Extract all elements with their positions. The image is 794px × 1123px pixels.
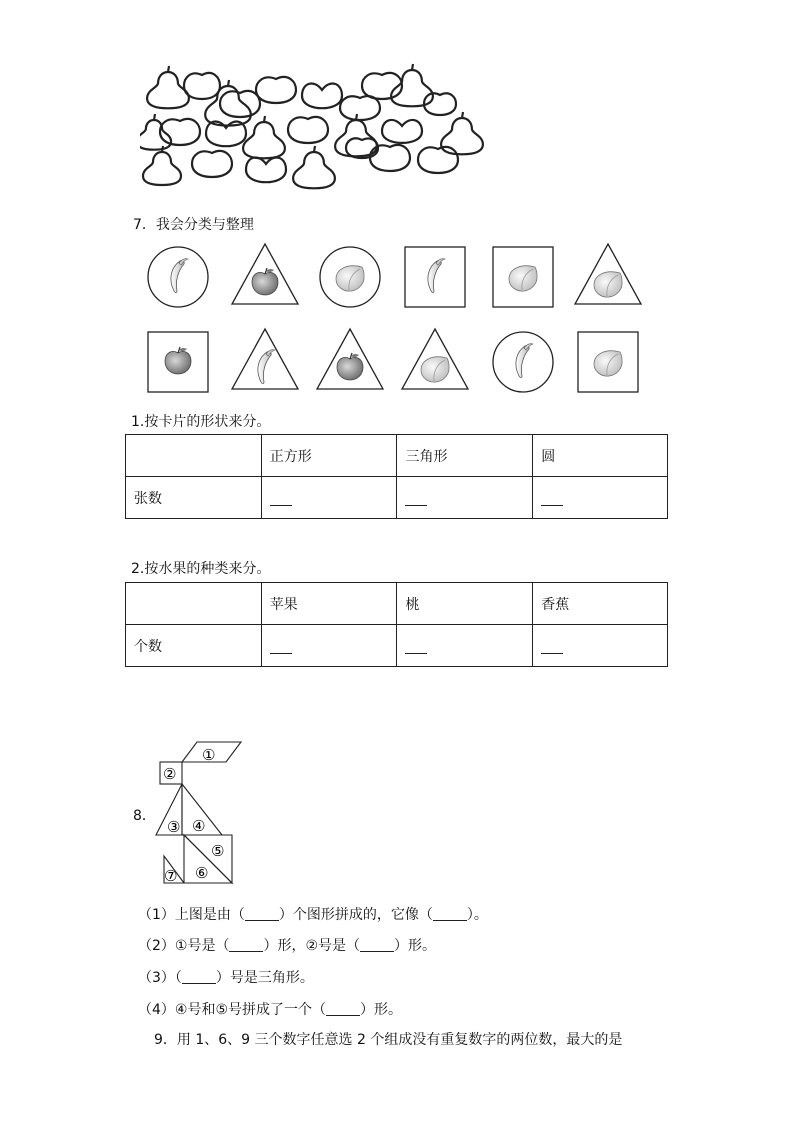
fruit-card	[493, 332, 553, 392]
pear-outline	[243, 122, 285, 158]
question-7-title: 7．我会分类与整理	[133, 217, 254, 233]
answer-blank-cell[interactable]	[261, 477, 397, 519]
piece-label-7: ⑦	[164, 867, 178, 885]
answer-blank[interactable]	[270, 641, 292, 654]
apple-outline	[192, 151, 232, 177]
fruit-card	[317, 329, 383, 389]
apple-outline	[220, 91, 260, 117]
fruit-card	[575, 244, 641, 304]
piece-label-4: ④	[192, 817, 206, 835]
q8-line-3: （3）（ ）号是三角形。	[138, 970, 314, 986]
tangram-rabbit-figure	[150, 738, 245, 888]
pear-stem	[264, 116, 265, 122]
pear-outline	[143, 152, 181, 185]
answer-blank[interactable]	[541, 493, 563, 506]
table-header-apple: 苹果	[261, 583, 397, 625]
table-cell	[126, 583, 262, 625]
table-row	[126, 477, 668, 519]
table-header-banana: 香蕉	[533, 583, 668, 625]
fruit-card	[320, 247, 380, 307]
answer-blank[interactable]	[270, 493, 292, 506]
piece-label-6: ⑥	[195, 864, 209, 882]
card-circle-frame	[148, 247, 208, 307]
answer-blank-cell[interactable]	[397, 625, 533, 667]
fruit-count-table	[125, 582, 668, 667]
pear-stem	[154, 114, 155, 120]
fruit-cards	[140, 240, 660, 405]
pear-outline	[293, 152, 335, 188]
fruit-card	[232, 244, 298, 304]
piece-label-2: ②	[163, 765, 177, 783]
piece-label-3: ③	[167, 818, 181, 836]
answer-blank[interactable]	[229, 939, 263, 952]
pear-stem	[168, 66, 169, 72]
fruit-card	[578, 332, 638, 392]
pear-stem	[162, 146, 163, 152]
apple-outline	[418, 147, 458, 173]
pear-stem	[228, 80, 229, 86]
table-header-square: 正方形	[261, 435, 397, 477]
piece-label-1: ①	[202, 746, 216, 764]
fruit-card	[148, 332, 208, 392]
pear-stem	[314, 146, 315, 152]
table-header-peach: 桃	[397, 583, 533, 625]
table-cell	[126, 435, 262, 477]
table-header-triangle: 三角形	[397, 435, 533, 477]
card-circle-frame	[493, 332, 553, 392]
answer-blank[interactable]	[326, 1003, 360, 1016]
fruit-card	[493, 247, 553, 307]
table-row	[126, 625, 668, 667]
apple-outline	[160, 119, 200, 145]
fruit-card	[148, 247, 208, 307]
table-header-row	[126, 435, 668, 477]
q8-line-2: （2）①号是（ ）形，②号是（ ）形。	[138, 938, 437, 954]
apple-outline	[340, 96, 380, 120]
fruit-outline-illustration	[140, 62, 490, 192]
answer-blank[interactable]	[245, 908, 279, 921]
card-square-frame	[405, 247, 465, 307]
answer-blank-cell[interactable]	[533, 625, 668, 667]
fruit-card	[232, 329, 298, 389]
answer-blank[interactable]	[182, 971, 216, 984]
pear-stem	[412, 64, 413, 70]
part1-title: 1.按卡片的形状来分。	[131, 414, 271, 430]
answer-blank[interactable]	[433, 908, 467, 921]
peach-outline	[302, 84, 342, 109]
question-9-text: 9．用 1、6、9 三个数字任意选 2 个组成没有重复数字的两位数，最大的是	[154, 1032, 623, 1048]
pear-outline	[140, 120, 171, 150]
shape-count-table	[125, 434, 668, 519]
part2-title: 2.按水果的种类来分。	[131, 561, 271, 577]
answer-blank[interactable]	[541, 641, 563, 654]
pear-stem	[462, 112, 463, 118]
row-label: 个数	[126, 625, 262, 667]
answer-blank[interactable]	[360, 939, 394, 952]
piece-label-5: ⑤	[211, 842, 225, 860]
pear-stem	[356, 114, 357, 120]
answer-blank-cell[interactable]	[397, 477, 533, 519]
apple-outline	[184, 73, 220, 99]
pear-outline	[441, 118, 483, 154]
peach-outline	[246, 158, 286, 183]
apple-outline	[256, 77, 296, 103]
row-label: 张数	[126, 477, 262, 519]
fruit-card	[405, 247, 465, 307]
q8-line-4: （4）④号和⑤号拼成了一个（ ）形。	[138, 1002, 403, 1018]
q8-line-1: （1）上图是由（ ）个图形拼成的，它像（ ）。	[138, 907, 488, 923]
fruit-card	[402, 329, 468, 389]
answer-blank[interactable]	[405, 641, 427, 654]
table-header-row	[126, 583, 668, 625]
question-8-number: 8．	[133, 808, 156, 824]
answer-blank-cell[interactable]	[533, 477, 668, 519]
answer-blank-cell[interactable]	[261, 625, 397, 667]
peach-outline	[382, 120, 422, 143]
table-header-circle: 圆	[533, 435, 668, 477]
answer-blank[interactable]	[405, 493, 427, 506]
apple-outline	[288, 117, 328, 143]
pear-outline	[147, 72, 189, 108]
